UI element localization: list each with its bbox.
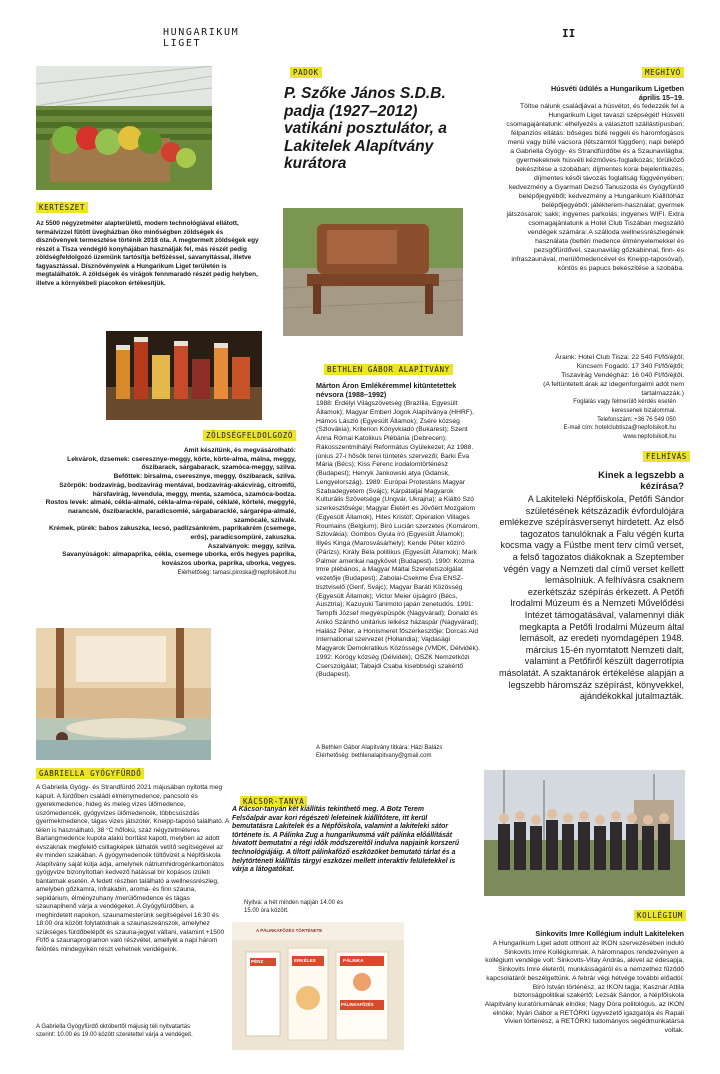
price-line: Kincsem Fogadó: 17 340 Ft/fő/éjtől; [576,363,684,370]
price-line: Áraink: Hotel Club Tisza: 22 540 Ft/fő/éjtől; [555,354,684,361]
zoldseg-line [36,551,296,568]
kerteszet-tag: KERTÉSZET [36,202,88,213]
kacsor-text: A Kácsor-tanyán két kiállítás tekinthető meg. A Botz Terem Felsőalpár avar kori régészeti leleteinek kiállítótere, itt kerül bemutatásra Lakitelek és a Népfőiskola, valamint a lakiteleki sátor története is. A Pálinka Zug a hungarikummá vált pálinka előállítását hivatott bemutatni a régi idők módszereitől indulva napjaink korszerű technológiájáig. A tiltott pálinkafőző eszközöket bemutató tárlat és a helytörténeti kiállítás tárgyi eszközei mellett interaktív felületekkel is várja a látogatókat. [232,806,460,874]
price-line: (A feltüntetett árak az idegenforgalmi adót nem tartalmazzák.) [543,381,684,397]
meghivo-contact [520,398,676,442]
meghivo-heading: Húsvéti üdülés a Hungarikum Ligetben április 15–19. [551,84,684,102]
felhivas-text: A Lakiteleki Népfőiskola, Petőfi Sándor születésének kétszázadik évfordulójára emlékezve szépírásversenyt hirdetett. Az első tagozatos tanulóknak a Falu végén kurta kocsma vagy a Füstbe ment terv című verset, a felső tagozatos diákoknak a Szeptember végén vagy a Nemzeti dal című verset kellett lemásolniuk. A felhívásra csaknem ezerkétszáz szépírás érkezett. A Petőfi Irodalmi Múzeum és a Nemzeti Művelődési Intézet támogatásával, valamennyi diák megkapta a Petőfi Irodalmi Múzeum által lemásolt, az eredeti nyomdagépen 1948. március 15-én nyomtatott Nemzeti dalt, valamint a Petőfiről készült dagerrotípia másolatát. A szaktanárok értékelése alapján a legszebb háromszáz szépírást, könyvekkel, ajándékokkal jutalmazták. [498,494,684,702]
bethlen-text: 1988: Erdélyi Világszövetség (Brazília, Egyesült Államok); Magyar Emberi Jogok Alapítványa (HHRF), Hámos László (Egyesült Államok); Zsére község (Szlovákia); Kriterion Könyvkiadó (Bukarest); Szent Anna Római Katolikus Plébánia (Debrecen); Rákosszentmihályi Református Gyülekezet; Az 1988. június 27-i hősök terei tüntetés szervezői; Barki Éva Mária (Bécs); Kiss Ferenc irodalomtörténész (Budapest); Henryk Jankowski atya (Gdansk, Lengyelország). 1989: Európai Protestáns Magyar Szabadegyetem (Svájc); Kárpátaljai Magyarok Kulturális Szövetsége (Ungvár, Ukrajna); a Kiáltó Szó szerkesztősége; Magyar Életért és Jövőért Mozgalom (Egyesült Államok), Hites Kristóf; Operation Villages Roumains (Belgium); Biró Lucián szerzetes (Komárom, Szlovákia); Gombos Gyula író (Egyesült Államok); Illyés Kinga (Marosvásárhely); Kende Péter közíró (Párizs); Király Béla politikus (Egyesült Államok); Mark Palmer amerikai nagykövet (Budapest). 1990: Kozma Imre plébános, a Magyar Máltai Szeretetszolgálat vezetője (Budapest); Zabolai-Csekme Éva ENSZ-tisztviselő (Genf, Svájc); Magyar Baráti Közösség (Egyesült Államok); Victor Meier újságíró (Bécs, Ausztria); Kazuyuki Tanimoto japán zenetudós. 1991: Tempfli József megyéspüspök (Nagyvárad); Donald és Anikó Szánthó unitárius lelkész házaspár (Nagyvárad); Halász Péter, a Honismeret főszerkesztője; Dorcas Aid International szervezet (Hollandia); Vajdasági Magyarok Demokratikus Közössége (VMDK, Délvidék). 1992: Kórógy község (Délvidék); OSZK Nemzetközi Cserszolgálat; Tabajdi Csaba kisebbségi szakértő (Budapest). [316,400,480,679]
exhibit-sign-label: PÉNZ [251,959,264,964]
memorial-bench-photo [283,208,463,336]
zoldseg-line-label: Befőttek: [113,473,143,481]
zoldseg-line-text: almapaprika, cékla, csemege uborka, erős hegyes paprika, kovászos uborka, paprika, uborka, vegyes. [110,551,296,568]
contact-line: keressenek bizalommal. [611,407,676,414]
brand-line-1: HUNGARIKUM [163,27,240,38]
meghivo-text: Töltse nálunk családjával a húsvétot, és fedezzék fel a Hungarikum Liget tavaszi szépségét! Húsvéti csomagajánlatunk: elhelyezés a választott szállástípusban; félpanziós ellátás: bőséges büfé reggeli és háromfogásos menü vagy büfé vacsora (létszámtól függően); napi belépő a Gabriella Gyógy- és Strandfürdőbe és a Szaunavilágba; gyermekeknek húsvéti kézműves-foglalkozás; törülköző bekészítése a szobában; díjmentes korai bejelentkezés, díjmentes késői távozás foglaltság függvényében; kedvezmény a Gyarmati Dezső Tanuszoda és Gyógyfürdő belépőjegyéből; kedvezmény a Hungarikum Kiállítóház belépőjegyéből; játékterem-használat; gyermek játszósarok; sakk; ingyenes parkolás; ingyenes WIFI. Extra csomagajánlatunk a Hotel Club Tiszában megszálló vendégek számára: A szálloda wellnessrészlegének használata (beltéri medence élményelemekkel és pezsgőfürdővel, szaunavilág gőzkabinnal, finn- és infraszaunával, merülőmedencével és Kneipp-taposóval), köntös és papucs bekészítése a szobába. [506,103,684,272]
bethlen-tag: BETHLEN GÁBOR ALAPÍTVÁNY [324,364,453,375]
exhibit-sign-label: PÁLINKA [343,958,364,963]
thermal-bath-photo [36,628,211,760]
brand-line-2: LIGET [163,38,202,49]
kollegium-tag: KOLLÉGIUM [634,910,686,921]
zoldseg-line-text: meggy, szilva. [249,542,296,550]
zoldseg-line-label: Aszalványok: [207,542,250,550]
greenhouse-vegetables-photo [36,66,212,190]
bethlen-heading: Márton Áron Emlékéremmel kitüntetettek névsora (1988–1992) [316,381,457,399]
page-number: II [562,27,576,40]
jars-products-photo [106,331,262,420]
padok-tag: PADOK [290,67,322,78]
zoldseg-line-label: Szörpök: [59,481,88,489]
kacsor-tag: KÁCSOR-TANYA [240,796,307,807]
zoldseg-intro: Amit készítünk, és megvásárolható: [183,447,296,454]
brand [163,27,239,49]
zoldseg-line [36,543,296,552]
zoldseg-line-text: birsalma, cseresznye, meggy, őszibarack, szilva. [142,473,296,481]
zoldseg-line-text: cseresznye-meggy, körte, körte-alma, málna, meggy, őszibarack, sárgabarack, szamóca-meggy, szilva. [129,455,296,472]
padok-title: P. Szőke János S.D.B. padja (1927–2012) vatikáni posztulátor, a Lakitelek Alapítvány kurátora [284,85,447,172]
meghivo-tag: MEGHÍVÓ [642,67,684,78]
zoldseg-line [36,456,296,473]
exhibit-sign-heading: A PÁLINKAFŐZÉS TÖRTÉNETE [256,928,323,933]
kollegium-text: A Hungarikum Liget adott otthont az IKON szervezésében induló Sinkovits Imre Kollégiumnak. A háromnapos rendezvényen a kollégium vendége volt: Sinkovits-Vitay András, akivel az édesapja, Sinkovits Imre életéről, munkásságáról és a nemzethez fűződő kapcsolatáról beszélgettünk. A febrár végi hétvége további előadói: Bíró István történész, az IKON tagja; Kasznár Attila biztonságpolitikai szakértő; Lezsák Sándor, a Népfőiskola Alapítvány kuratóriumának elnöke; Nagy Dóra politológus, az IKON elnöke; Nyári Gábor a RETÖRKI ügyvezető igazgatója és Rapali Vivien történész, a RETÖRKI tudományos segédmunkatársa voltak. [484,940,684,1035]
price-line: Tiszavirág Vendégház: 16 040 Ft/fő/éjtől. [561,372,684,379]
zoldseg-line [36,482,296,499]
zoldseg-line-label: Rostos levek: [45,499,89,507]
zoldseg-line [36,499,296,525]
kacsor-credit: Nyitva: a hét minden napján 14.00 és 15.00 óra között. [244,900,344,914]
exhibition-wall-photo [232,922,404,1050]
gabriella-text: A Gabriella Gyógy- és Strandfürdő 2021 májusában nyitotta meg kapuit. A fürdőben családi élménymedence, pancsoló és gyerekmedence, hideg és meleg vizes ülőmedence, úszómedencék, gyógyvizes ülőmedencék, többcsúszdás gyermekmedence, tágas vizes játszótér, Kneipp-taposó található. A télen is használható, 38 °C hőfokú, száz négyzetméteres Barlangmedence kupola alakú borítást kapott, melyben az adott évszaknak megfelelő csillagképek láthatók vetítő segítségével az év minden szakában. A gyógymedencék töltővizét a Népfőiskola Alapítvány saját kútja adja, amelynek nátriumhidrogénkarbonátos gyógyvize bizonyítottan kedvező hatással bír kopásos ízületi bántalmak esetén. A fedett részben található a wellnessrészleg, amelyben gőzkamra, infrakabin, aroma- és finn szauna, sepidárium, élményzuhany /merülőmedence és tágas szaunapihenő várja a vendégeket. A Gyógyfürdőben, a meghirdetett napokon, szaunamesterünk segítségével 16:30 és 18:00 óra között folytatódnak a szaunaszeánszok, amelyhez szükséges fürdőbelépőt és szauna-jegyet váltani, valamint +1500 Ft/fő a szaunaprogramon való részvétel, amellyel a napi három felöntés mindegyikén részt vehetnek vendégeink. [36,784,229,953]
kerteszet-text: Az 5500 négyzetméter alapterületű, modern technológiával ellátott, termálvízzel fűtött üvegházban öko minőségben zöldségek és dísznövények termesztése történik 2018 óta. A megtermelt zöldségek egy részét a Tisza vendéglő konyhájában használják fel, más részét pedig zöldségfeldolgozó üzemünk tartósítja befőzéssel, savanyítással, illetve fagyasztással. Dísznövényeink a Hungarikum Liget területén is megtalálhatók. A zöldségek és virágok fennmaradó részét pedig helyben, illetve a környékbeli piacokon értékesítjük. [36,220,259,287]
zoldseg-block [36,447,296,578]
exhibit-sign-label: ERKÉLES [294,958,316,963]
contact-line: www.nepfolsikolt.hu [623,434,676,441]
felhivas-tag: FELHÍVÁS [643,451,690,462]
zoldseg-line-text: bodzavirág, bodzavirág mentával, bodzavirág-akácvirág, citromfű, hársfavirág, levendula, meggy, menta, szamóca, szamóca-bodza. [87,481,296,498]
gabriella-credit: A Gabriella Gyógyfürdő októbertől májusig téli nyitvatartás szerint: 10.00 és 19.00 között szeretettel várja a vendégeit. [36,1024,193,1038]
zoldseg-line-text: babos zakuszka, lecsó, padlizsánkrém, paprikakrém (csemege, erős), paradicsompüré, zakuszka. [96,525,296,542]
contact-line: Telefonszám: +36 76 549 050 [597,416,676,423]
kollegium-heading: Sinkovits Imre Kollégium indult Lakiteleken [535,929,684,938]
zoldseg-line-label: Krémek, pürék: [48,525,97,533]
gabriella-tag: GABRIELLA GYÓGYFÜRDŐ [36,768,144,779]
zoldseg-credit: Elérhetőség: tamasi.piroska@nepfolsikolt.hu [177,569,296,576]
zoldseg-line [36,473,296,482]
zoldseg-line-text: almalé, cékla-almalé, cékla-alma-répalé, céklalé, körtelé, meggylé, narancslé, őszibaracklé, paradicsomlé, sárgabaracklé, sárgarépa-almalé, szamócalé, szilvalé. [68,499,296,524]
meghivo-prices [504,353,684,398]
contact-line: E-mail cím: hotelclubtisza@nepfolsikolt.hu [563,425,676,432]
zoldseg-line [36,525,296,542]
zoldseg-tag: ZÖLDSÉGFELDOLGOZÓ [203,430,296,441]
exhibit-sign-label: PÁLINKAFŐZÉS [341,1002,374,1007]
kollegium-group-photo [484,770,685,896]
zoldseg-line-label: Lekvárok, dzsemek: [67,455,130,463]
zoldseg-line-label: Savanyúságok: [62,551,111,559]
bethlen-credit: A Bethlen Gábor Alapítvány titkára: Házi Balázs Elérhetőség: bethlenalapitvany@gmail.com [316,745,443,759]
felhivas-heading: Kinek a legszebb a kézírása? [598,470,684,493]
contact-line: Foglalás vagy felmerülő kérdés esetén [573,399,676,405]
